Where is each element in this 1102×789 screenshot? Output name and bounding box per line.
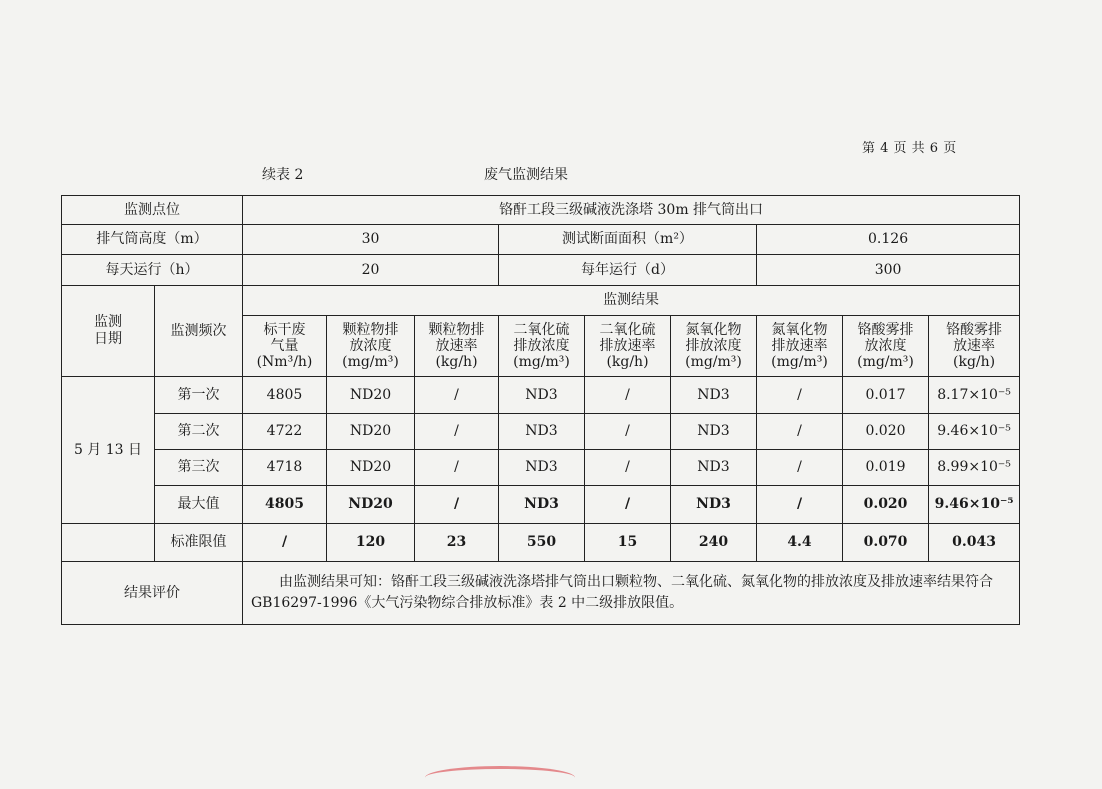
table-row — [62, 414, 1020, 450]
cell: 0.020 — [843, 486, 929, 524]
cell: ND3 — [671, 486, 757, 524]
evaluation-row — [62, 562, 1020, 625]
height-label: 排气筒高度（m） — [62, 225, 243, 255]
cell: / — [415, 450, 499, 486]
column-header: 二氧化硫 排放速率 (kg/h) — [585, 316, 671, 377]
empty-date-cell — [62, 524, 155, 562]
cell: 240 — [671, 524, 757, 562]
column-header: 标干废 气量 (Nm³/h) — [243, 316, 327, 377]
row-label: 标准限值 — [155, 524, 243, 562]
monitoring-results-table — [61, 195, 1020, 625]
column-header: 氮氧化物 排放浓度 (mg/m³) — [671, 316, 757, 377]
cell: 0.019 — [843, 450, 929, 486]
cell: / — [415, 486, 499, 524]
cell: / — [585, 486, 671, 524]
cell: 4805 — [243, 486, 327, 524]
column-header: 铬酸雾排 放浓度 (mg/m³) — [843, 316, 929, 377]
date-cell: 5 月 13 日 — [62, 377, 155, 524]
yearly-value: 300 — [757, 255, 1020, 286]
area-value: 0.126 — [757, 225, 1020, 255]
column-header: 二氧化硫 排放浓度 (mg/m³) — [499, 316, 585, 377]
column-header: 铬酸雾排 放速率 (kg/h) — [929, 316, 1020, 377]
row-label: 最大值 — [155, 486, 243, 524]
cell: 550 — [499, 524, 585, 562]
daily-label: 每天运行（h） — [62, 255, 243, 286]
cell: 4805 — [243, 377, 327, 414]
table-label: 续表 2 — [262, 167, 304, 183]
cell: / — [757, 414, 843, 450]
cell: ND3 — [499, 486, 585, 524]
cell: ND3 — [499, 414, 585, 450]
cell: / — [757, 450, 843, 486]
cell: ND3 — [499, 450, 585, 486]
column-header: 颗粒物排 放浓度 (mg/m³) — [327, 316, 415, 377]
evaluation-label: 结果评价 — [62, 562, 243, 625]
date-header: 监测 日期 — [62, 286, 155, 377]
column-header: 氮氧化物 排放速率 (mg/m³) — [757, 316, 843, 377]
table-row-limit — [62, 524, 1020, 562]
cell: 0.020 — [843, 414, 929, 450]
point-value: 铬酐工段三级碱液洗涤塔 30m 排气筒出口 — [243, 196, 1020, 225]
cell: / — [585, 377, 671, 414]
area-label: 测试断面面积（m²） — [499, 225, 757, 255]
cell: 0.017 — [843, 377, 929, 414]
cell: / — [585, 450, 671, 486]
daily-value: 20 — [243, 255, 499, 286]
cell: 8.99×10⁻⁵ — [929, 450, 1020, 486]
cell: ND20 — [327, 450, 415, 486]
evaluation-paragraph: 由监测结果可知：铬酐工段三级碱液洗涤塔排气筒出口颗粒物、二氧化硫、氮氧化物的排放浓度及排放速率结果符合 GB16297-1996《大气污染物综合排放标准》表 2 中二级排放限值。 — [251, 574, 993, 611]
table-row — [62, 377, 1020, 414]
frequency-header: 监测频次 — [155, 286, 243, 377]
results-header-row — [62, 286, 1020, 316]
cell: ND20 — [327, 414, 415, 450]
cell: 120 — [327, 524, 415, 562]
row-label: 第二次 — [155, 414, 243, 450]
info-row-runtime — [62, 255, 1020, 286]
cell: / — [243, 524, 327, 562]
stamp-fragment — [425, 766, 575, 789]
cell: / — [757, 486, 843, 524]
table-title: 废气监测结果 — [484, 167, 568, 183]
cell: 0.043 — [929, 524, 1020, 562]
cell: / — [415, 377, 499, 414]
cell: 4718 — [243, 450, 327, 486]
cell: ND3 — [671, 377, 757, 414]
point-label: 监测点位 — [62, 196, 243, 225]
cell: 9.46×10⁻⁵ — [929, 414, 1020, 450]
row-label: 第一次 — [155, 377, 243, 414]
cell: ND3 — [499, 377, 585, 414]
height-value: 30 — [243, 225, 499, 255]
cell: 8.17×10⁻⁵ — [929, 377, 1020, 414]
info-row-height — [62, 225, 1020, 255]
cell: ND20 — [327, 377, 415, 414]
column-header: 颗粒物排 放速率 (kg/h) — [415, 316, 499, 377]
results-group-header: 监测结果 — [243, 286, 1020, 316]
cell: ND3 — [671, 414, 757, 450]
cell: 4722 — [243, 414, 327, 450]
cell: 23 — [415, 524, 499, 562]
cell: ND20 — [327, 486, 415, 524]
evaluation-text — [243, 562, 1020, 625]
cell: / — [415, 414, 499, 450]
cell: / — [585, 414, 671, 450]
row-label: 第三次 — [155, 450, 243, 486]
table-row — [62, 450, 1020, 486]
cell: 4.4 — [757, 524, 843, 562]
cell: / — [757, 377, 843, 414]
table-row-max — [62, 486, 1020, 524]
info-row-point — [62, 196, 1020, 225]
yearly-label: 每年运行（d） — [499, 255, 757, 286]
cell: 0.070 — [843, 524, 929, 562]
page-indicator: 第 4 页 共 6 页 — [862, 141, 957, 156]
cell: ND3 — [671, 450, 757, 486]
cell: 15 — [585, 524, 671, 562]
cell: 9.46×10⁻⁵ — [929, 486, 1020, 524]
